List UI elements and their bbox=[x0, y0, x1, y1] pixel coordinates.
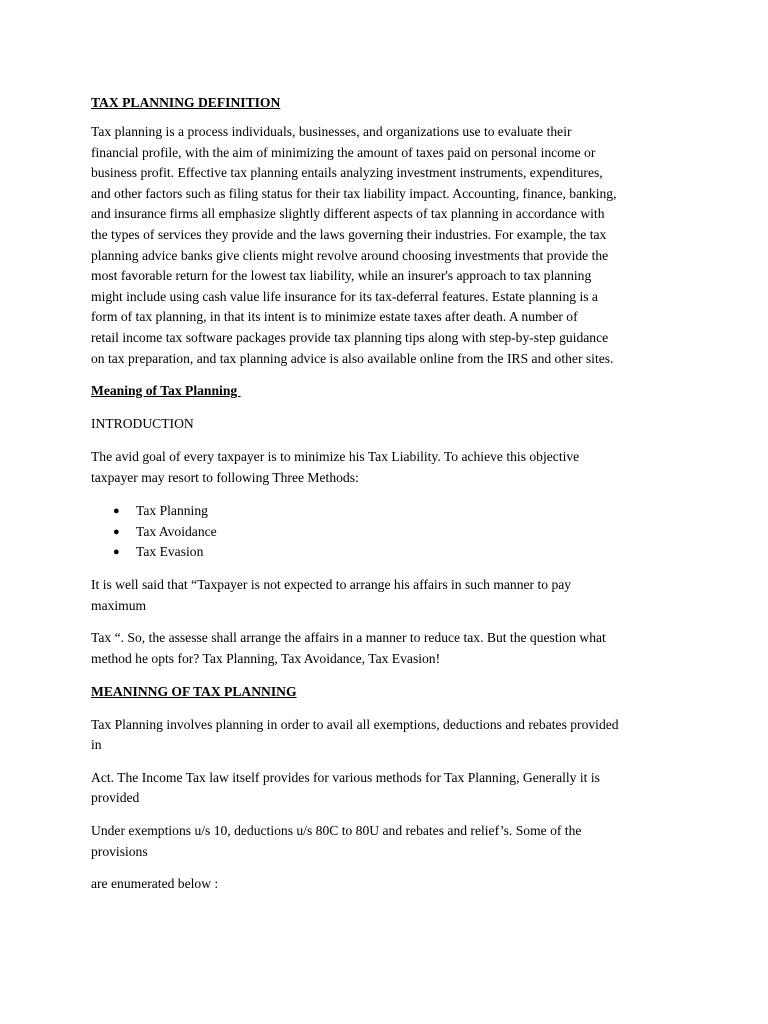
text-line: and insurance firms all emphasize slightly different aspects of tax planning in accordance with bbox=[91, 206, 605, 222]
bullet-icon: ● bbox=[113, 545, 120, 558]
text-line: retail income tax software packages provide tax planning tips along with step-by-step guidance bbox=[91, 329, 609, 345]
document-page bbox=[91, 93, 691, 895]
text-line: and other factors such as filing status for their tax liability impact. Accounting, finance, banking, bbox=[91, 185, 617, 201]
text-line: might include using cash value life insurance for its tax-deferral features. Estate planning is a bbox=[91, 288, 598, 304]
meaning-heading: Meaning of Tax Planning bbox=[91, 383, 241, 399]
text-line: in bbox=[91, 737, 102, 753]
text-line: provisions bbox=[91, 843, 148, 859]
list-item-label: Tax Avoidance bbox=[136, 523, 217, 539]
intro-paragraph bbox=[91, 447, 691, 488]
text-line: Tax planning is a process individuals, businesses, and organizations use to evaluate their bbox=[91, 124, 572, 139]
bullet-icon: ● bbox=[113, 525, 120, 538]
text-line: maximum bbox=[91, 597, 147, 613]
list-item-label: Tax Planning bbox=[136, 503, 208, 519]
text-line: Tax Planning involves planning in order to avail all exemptions, deductions and rebates provided bbox=[91, 716, 619, 732]
text-line: the types of services they provide and the laws governing their industries. For example, the tax bbox=[91, 226, 607, 242]
text-line: taxpayer may resort to following Three Methods: bbox=[91, 469, 359, 485]
text-line: on tax preparation, and tax planning advice is also available online from the IRS and other sites. bbox=[91, 350, 614, 366]
meaning-paragraph-4 bbox=[91, 874, 691, 895]
quote-paragraph bbox=[91, 575, 691, 616]
text-line: Act. The Income Tax law itself provides for various methods for Tax Planning, Generally it is bbox=[91, 769, 600, 785]
text-line: It is well said that “Taxpayer is not expected to arrange his affairs in such manner to pay bbox=[91, 577, 572, 593]
list-item-label: Tax Evasion bbox=[136, 543, 204, 559]
text-line: The avid goal of every taxpayer is to minimize his Tax Liability. To achieve this objective bbox=[91, 449, 580, 465]
meaning-paragraph-1 bbox=[91, 715, 691, 756]
introduction-heading: INTRODUCTION bbox=[91, 416, 194, 432]
text-line: planning advice banks give clients might revolve around choosing investments that provide the bbox=[91, 247, 609, 263]
text-line: Tax “. So, the assesse shall arrange the affairs in a manner to reduce tax. But the question what bbox=[91, 630, 606, 646]
text-line: are enumerated below : bbox=[91, 876, 219, 892]
list-item bbox=[91, 522, 691, 542]
text-line: financial profile, with the aim of minimizing the amount of taxes paid on personal income or bbox=[91, 144, 596, 160]
meaning-heading-2: MEANINNG OF TAX PLANNING bbox=[91, 683, 297, 699]
text-line: form of tax planning, in that its intent is to minimize estate taxes after death. A number of bbox=[91, 309, 578, 325]
text-line: most favorable return for the lowest tax liability, while an insurer's approach to tax planning bbox=[91, 268, 592, 284]
bullet-icon: ● bbox=[113, 505, 120, 518]
list-item bbox=[91, 501, 691, 521]
list-item bbox=[91, 542, 691, 562]
methods-list bbox=[91, 501, 691, 562]
quote-continuation bbox=[91, 628, 691, 669]
document-title: TAX PLANNING DEFINITION bbox=[91, 95, 281, 110]
text-line: method he opts for? Tax Planning, Tax Avoidance, Tax Evasion! bbox=[91, 650, 441, 666]
meaning-paragraph-2 bbox=[91, 768, 691, 809]
text-line: business profit. Effective tax planning entails analyzing investment instruments, expenditures, bbox=[91, 165, 603, 181]
text-line: Under exemptions u/s 10, deductions u/s 80C to 80U and rebates and relief’s. Some of the bbox=[91, 822, 582, 838]
definition-paragraph bbox=[91, 122, 691, 369]
text-line: provided bbox=[91, 790, 140, 806]
meaning-paragraph-3 bbox=[91, 821, 691, 862]
